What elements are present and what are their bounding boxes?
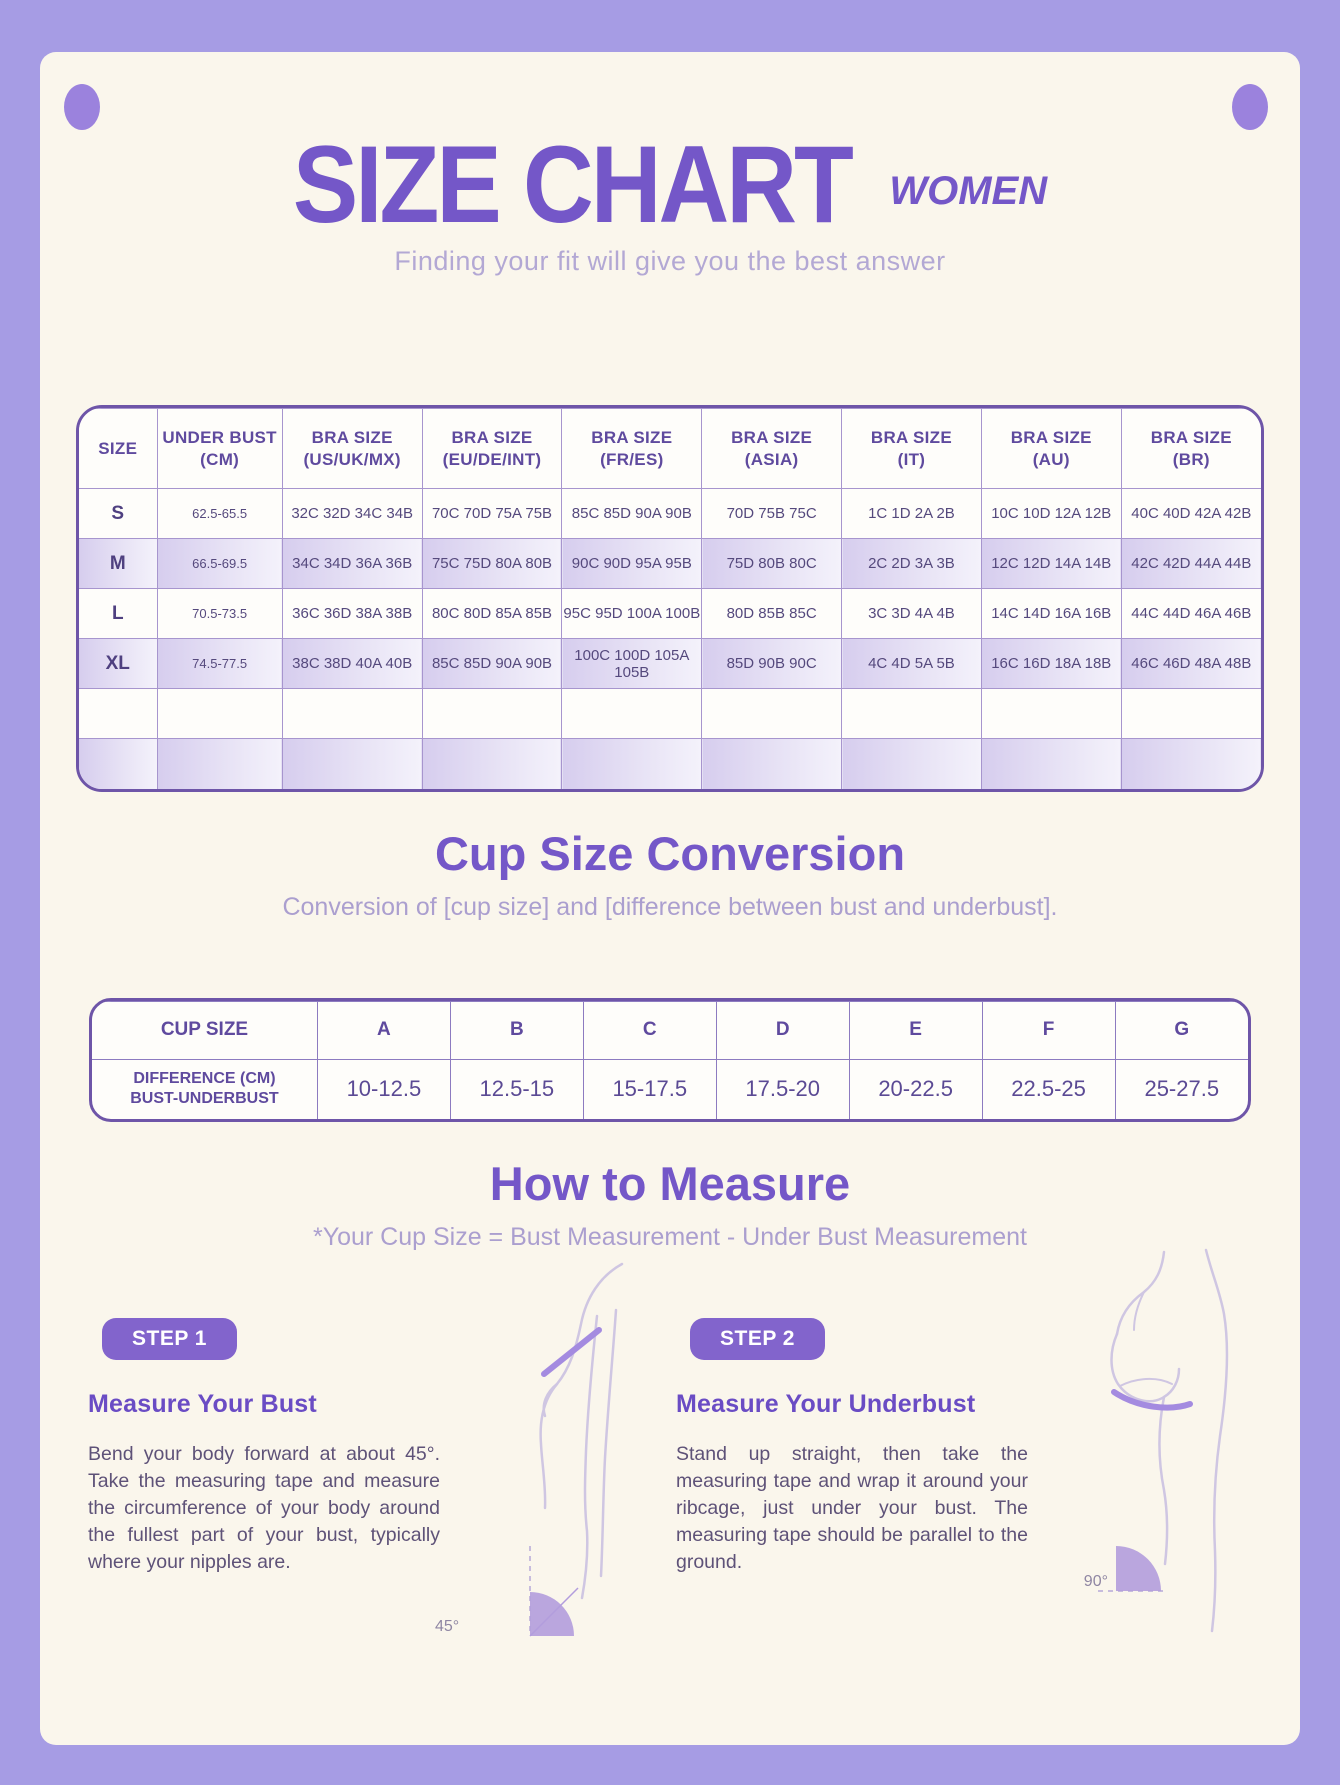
size-table-row	[79, 589, 1261, 639]
size-table-cell	[842, 739, 982, 789]
size-table-cell	[562, 689, 702, 739]
size-table-cell: 95C 95D 100A 100B	[562, 589, 702, 639]
size-table-cell: 62.5-65.5	[157, 489, 282, 539]
page-title: SIZE CHART	[292, 122, 851, 246]
size-table-column-header: BRA SIZE (AU)	[981, 409, 1121, 489]
cup-table-value-cell: 15-17.5	[583, 1059, 716, 1119]
size-table-row	[79, 489, 1261, 539]
size-table-cell: 85C 85D 90A 90B	[562, 489, 702, 539]
cup-table-header-cell: CUP SIZE	[92, 1001, 317, 1059]
size-table-cell: 85D 90B 90C	[702, 639, 842, 689]
size-table-cell: 70C 70D 75A 75B	[422, 489, 562, 539]
angle-45-label: 45°	[435, 1618, 460, 1635]
size-table-cell: 34C 34D 36A 36B	[282, 539, 422, 589]
size-table-cell: 66.5-69.5	[157, 539, 282, 589]
size-table-column-header: BRA SIZE (ASIA)	[702, 409, 842, 489]
cup-table-header-cell: C	[583, 1001, 716, 1059]
cup-table-value-cell: 25-27.5	[1115, 1059, 1248, 1119]
size-table-row	[79, 689, 1261, 739]
cup-table-value-cell: 17.5-20	[716, 1059, 849, 1119]
size-table-cell: 16C 16D 18A 18B	[981, 639, 1121, 689]
tagline: Finding your fit will give you the best answer	[394, 246, 946, 276]
size-table-cell: 4C 4D 5A 5B	[842, 639, 982, 689]
cup-table-value-cell: 10-12.5	[317, 1059, 450, 1119]
size-table-cell: 70.5-73.5	[157, 589, 282, 639]
size-table-cell: S	[79, 489, 157, 539]
size-table-cell	[422, 739, 562, 789]
size-table-column-header: BRA SIZE (IT)	[842, 409, 982, 489]
step-2-body: Stand up straight, then take the measuring tape and wrap it around your ribcage, just under your bust. The measuring tape should be parallel to the ground.	[676, 1443, 1028, 1573]
content-card	[40, 52, 1300, 1745]
size-table-cell	[157, 739, 282, 789]
size-table-cell: 75D 80B 80C	[702, 539, 842, 589]
size-table-cell: 3C 3D 4A 4B	[842, 589, 982, 639]
stand-straight-figure-illustration	[1094, 1246, 1254, 1646]
size-table-cell	[79, 739, 157, 789]
size-table-cell: 1C 1D 2A 2B	[842, 489, 982, 539]
size-table-cell	[1121, 689, 1261, 739]
measure-steps	[40, 1268, 1300, 1635]
step-1-body: Bend your body forward at about 45°. Take the measuring tape and measure the circumference of your body around the fullest part of your bust, typically where your nipples are.	[88, 1443, 440, 1573]
size-table-column-header: BRA SIZE (BR)	[1121, 409, 1261, 489]
size-table-cell: 38C 38D 40A 40B	[282, 639, 422, 689]
cup-table-header-cell: G	[1115, 1001, 1248, 1059]
cup-table-value-cell: 12.5-15	[450, 1059, 583, 1119]
size-table-cell	[702, 739, 842, 789]
size-table-column-header: BRA SIZE (US/UK/MX)	[282, 409, 422, 489]
size-table-cell: 32C 32D 34C 34B	[282, 489, 422, 539]
size-table-cell: 75C 75D 80A 80B	[422, 539, 562, 589]
size-table-cell: 100C 100D 105A 105B	[562, 639, 702, 689]
cup-size-formula: *Your Cup Size = Bust Measurement - Under Bust Measurement	[312, 1223, 1027, 1251]
size-table-cell	[702, 689, 842, 739]
size-table-column-header: SIZE	[79, 409, 157, 489]
how-to-measure-heading: How to Measure	[489, 1157, 851, 1210]
page-title-audience: WOMEN	[889, 169, 1048, 213]
size-table-row	[79, 639, 1261, 689]
size-table-cell: 85C 85D 90A 90B	[422, 639, 562, 689]
size-table-cell: 70D 75B 75C	[702, 489, 842, 539]
size-chart-table	[76, 405, 1264, 792]
size-table-cell	[422, 689, 562, 739]
size-table-cell	[282, 739, 422, 789]
corner-dot-right	[1232, 84, 1268, 130]
cup-table-header-cell: E	[849, 1001, 982, 1059]
cup-conversion-table-grid	[92, 1001, 1248, 1120]
size-table-cell: 74.5-77.5	[157, 639, 282, 689]
size-table-cell: 2C 2D 3A 3B	[842, 539, 982, 589]
size-table-cell: 14C 14D 16A 16B	[981, 589, 1121, 639]
size-table-cell: 80C 80D 85A 85B	[422, 589, 562, 639]
title-row	[40, 122, 1300, 246]
size-table-cell: 46C 46D 48A 48B	[1121, 639, 1261, 689]
cup-table-header-cell: D	[716, 1001, 849, 1059]
step-1	[80, 1268, 668, 1635]
bend-forward-figure-illustration	[500, 1246, 650, 1646]
step-1-badge: STEP 1	[102, 1318, 237, 1360]
size-table-cell: 42C 42D 44A 44B	[1121, 539, 1261, 589]
cup-table-header-cell: B	[450, 1001, 583, 1059]
size-table-cell: 10C 10D 12A 12B	[981, 489, 1121, 539]
size-table-column-header: BRA SIZE (FR/ES)	[562, 409, 702, 489]
step-1-title: Measure Your Bust	[88, 1390, 317, 1418]
size-table-row	[79, 539, 1261, 589]
size-table-cell	[79, 689, 157, 739]
size-table-cell	[1121, 739, 1261, 789]
cup-table-header-cell: F	[982, 1001, 1115, 1059]
cup-table-value-cell: 20-22.5	[849, 1059, 982, 1119]
cup-table-row-label: DIFFERENCE (CM) BUST-UNDERBUST	[92, 1059, 317, 1119]
size-table-cell: XL	[79, 639, 157, 689]
cup-conversion-subtitle: Conversion of [cup size] and [difference between bust and underbust].	[282, 892, 1058, 921]
size-table-cell: M	[79, 539, 157, 589]
size-table-column-header: BRA SIZE (EU/DE/INT)	[422, 409, 562, 489]
size-table-cell: 90C 90D 95A 95B	[562, 539, 702, 589]
step-2-title: Measure Your Underbust	[676, 1390, 976, 1418]
size-table-cell: 36C 36D 38A 38B	[282, 589, 422, 639]
corner-dot-left	[64, 84, 100, 130]
step-2-badge: STEP 2	[690, 1318, 825, 1360]
step-2	[668, 1268, 1260, 1590]
angle-90-label: 90°	[1083, 1573, 1108, 1590]
size-table-cell	[157, 689, 282, 739]
size-table-cell	[842, 689, 982, 739]
size-table-cell	[981, 689, 1121, 739]
size-table-cell: 80D 85B 85C	[702, 589, 842, 639]
cup-conversion-heading: Cup Size Conversion	[434, 826, 906, 880]
size-table-cell: 40C 40D 42A 42B	[1121, 489, 1261, 539]
size-table-cell	[282, 689, 422, 739]
size-table-column-header: UNDER BUST (CM)	[157, 409, 282, 489]
cup-table-value-cell: 22.5-25	[982, 1059, 1115, 1119]
size-table-cell: 12C 12D 14A 14B	[981, 539, 1121, 589]
cup-table-header-cell: A	[317, 1001, 450, 1059]
cup-conversion-table	[89, 998, 1251, 1123]
size-table-cell: 44C 44D 46A 46B	[1121, 589, 1261, 639]
cup-table-difference-row	[92, 1059, 1248, 1119]
size-table-cell	[981, 739, 1121, 789]
size-table-cell: L	[79, 589, 157, 639]
size-table-cell	[562, 739, 702, 789]
size-chart-table-grid	[79, 408, 1261, 789]
size-table-row	[79, 739, 1261, 789]
